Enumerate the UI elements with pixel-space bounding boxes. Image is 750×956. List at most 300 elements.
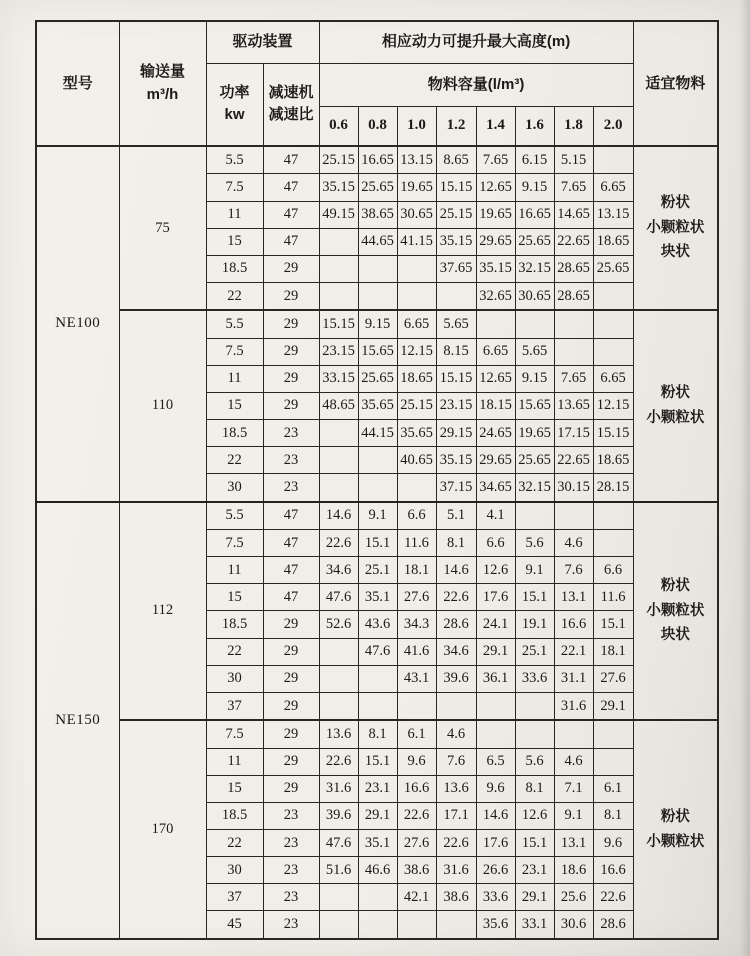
height-value-cell: 4.6 [554, 748, 593, 775]
power-cell: 30 [206, 857, 263, 884]
height-value-cell: 6.1 [397, 720, 436, 748]
material-line: 小颗粒状 [646, 602, 705, 619]
height-value-cell: 29.1 [515, 884, 554, 911]
height-value-cell [319, 911, 358, 939]
power-header-line1: 功率 [219, 83, 250, 101]
power-cell: 15 [206, 392, 263, 419]
height-value-cell: 32.15 [515, 474, 554, 502]
height-value-cell [319, 420, 358, 447]
height-value-cell: 9.15 [515, 365, 554, 392]
ratio-cell: 29 [263, 775, 319, 802]
ratio-cell: 29 [263, 310, 319, 338]
height-value-cell: 6.65 [593, 365, 633, 392]
height-value-cell: 12.65 [476, 365, 515, 392]
height-value-cell: 11.6 [593, 584, 633, 611]
height-value-cell: 8.15 [436, 338, 476, 365]
height-value-cell: 15.15 [436, 365, 476, 392]
height-value-cell: 35.1 [358, 584, 397, 611]
height-value-cell: 15.1 [358, 530, 397, 557]
ratio-cell: 47 [263, 557, 319, 584]
height-value-cell: 18.65 [593, 447, 633, 474]
height-value-cell: 30.15 [554, 474, 593, 502]
height-value-cell [319, 638, 358, 665]
power-cell: 22 [206, 282, 263, 310]
height-value-cell: 23.15 [319, 338, 358, 365]
height-value-cell: 25.65 [515, 228, 554, 255]
height-value-cell: 25.1 [515, 638, 554, 665]
height-value-cell [554, 720, 593, 748]
height-value-cell: 38.65 [358, 201, 397, 228]
height-value-cell: 35.6 [476, 911, 515, 939]
height-value-cell: 49.15 [319, 201, 358, 228]
height-value-cell [515, 720, 554, 748]
col-header-drive: 驱动装置 [206, 21, 319, 63]
height-value-cell: 34.3 [397, 611, 436, 638]
height-value-cell: 6.6 [593, 557, 633, 584]
height-value-cell: 25.15 [397, 392, 436, 419]
height-value-cell: 25.1 [358, 557, 397, 584]
model-cell: NE100 [36, 146, 119, 502]
volume-col-header: 2.0 [593, 106, 633, 146]
height-value-cell [515, 502, 554, 530]
height-value-cell: 47.6 [319, 584, 358, 611]
height-value-cell: 26.6 [476, 857, 515, 884]
height-value-cell [436, 911, 476, 939]
ratio-cell: 23 [263, 884, 319, 911]
height-value-cell: 15.1 [593, 611, 633, 638]
height-value-cell: 18.65 [397, 365, 436, 392]
height-value-cell [436, 282, 476, 310]
height-value-cell [358, 884, 397, 911]
height-value-cell [554, 310, 593, 338]
power-cell: 7.5 [206, 530, 263, 557]
col-header-material: 适宜物料 [633, 21, 718, 146]
height-value-cell: 15.1 [515, 584, 554, 611]
height-value-cell: 30.6 [554, 911, 593, 939]
height-value-cell [593, 282, 633, 310]
height-value-cell: 4.6 [436, 720, 476, 748]
height-value-cell: 29.65 [476, 447, 515, 474]
height-value-cell: 15.1 [358, 748, 397, 775]
height-value-cell: 28.6 [436, 611, 476, 638]
height-value-cell: 7.6 [554, 557, 593, 584]
material-cell [633, 310, 718, 501]
height-value-cell: 24.65 [476, 420, 515, 447]
height-value-cell [476, 310, 515, 338]
height-value-cell [319, 665, 358, 692]
height-value-cell: 15.65 [515, 392, 554, 419]
height-value-cell: 30.65 [515, 282, 554, 310]
volume-col-header: 1.8 [554, 106, 593, 146]
height-value-cell: 6.6 [397, 502, 436, 530]
height-value-cell [593, 146, 633, 174]
volume-col-header: 1.2 [436, 106, 476, 146]
height-value-cell: 39.6 [436, 665, 476, 692]
height-value-cell: 22.65 [554, 447, 593, 474]
height-value-cell [358, 474, 397, 502]
height-value-cell [476, 720, 515, 748]
height-value-cell: 22.6 [319, 748, 358, 775]
height-value-cell: 25.15 [436, 201, 476, 228]
height-value-cell: 41.15 [397, 228, 436, 255]
height-value-cell: 18.1 [397, 557, 436, 584]
height-value-cell: 18.15 [476, 392, 515, 419]
volume-col-header: 1.4 [476, 106, 515, 146]
height-value-cell: 35.1 [358, 829, 397, 856]
material-line: 粉状 [660, 385, 690, 402]
height-value-cell: 25.65 [515, 447, 554, 474]
ratio-cell: 23 [263, 911, 319, 939]
height-value-cell: 9.6 [476, 775, 515, 802]
height-value-cell [319, 255, 358, 282]
height-value-cell: 8.1 [436, 530, 476, 557]
height-value-cell: 33.15 [319, 365, 358, 392]
height-value-cell: 7.65 [554, 174, 593, 201]
ratio-cell: 29 [263, 638, 319, 665]
height-value-cell: 34.6 [436, 638, 476, 665]
height-value-cell: 6.6 [476, 530, 515, 557]
height-value-cell [358, 447, 397, 474]
height-value-cell [397, 282, 436, 310]
table-row [36, 146, 718, 174]
height-value-cell [593, 310, 633, 338]
height-value-cell: 17.15 [554, 420, 593, 447]
height-value-cell: 38.6 [436, 884, 476, 911]
height-value-cell: 52.6 [319, 611, 358, 638]
height-value-cell: 6.1 [593, 775, 633, 802]
height-value-cell: 43.6 [358, 611, 397, 638]
ratio-cell: 23 [263, 829, 319, 856]
height-value-cell: 44.15 [358, 420, 397, 447]
material-cell [633, 720, 718, 939]
height-value-cell: 13.6 [436, 775, 476, 802]
height-value-cell: 25.6 [554, 884, 593, 911]
height-value-cell: 51.6 [319, 857, 358, 884]
ratio-cell: 23 [263, 802, 319, 829]
col-header-capacity [119, 21, 206, 146]
height-value-cell: 35.15 [319, 174, 358, 201]
height-value-cell: 25.65 [593, 255, 633, 282]
height-value-cell: 9.1 [515, 557, 554, 584]
power-cell: 15 [206, 228, 263, 255]
height-value-cell: 31.6 [436, 857, 476, 884]
height-value-cell [476, 692, 515, 720]
height-value-cell: 14.6 [436, 557, 476, 584]
height-value-cell: 28.6 [593, 911, 633, 939]
height-value-cell: 9.1 [358, 502, 397, 530]
model-cell: NE150 [36, 502, 119, 939]
reducer-header-line2: 减速比 [268, 106, 314, 124]
height-value-cell: 15.15 [319, 310, 358, 338]
height-value-cell: 8.1 [358, 720, 397, 748]
power-cell: 11 [206, 201, 263, 228]
col-header-reducer [263, 63, 319, 146]
height-value-cell: 22.6 [593, 884, 633, 911]
capacity-cell: 110 [119, 310, 206, 501]
power-cell: 7.5 [206, 720, 263, 748]
material-line: 小颗粒状 [646, 409, 705, 426]
height-value-cell: 8.1 [515, 775, 554, 802]
height-value-cell: 13.15 [397, 146, 436, 174]
height-value-cell: 35.65 [397, 420, 436, 447]
height-value-cell: 27.6 [593, 665, 633, 692]
height-value-cell [515, 692, 554, 720]
height-value-cell: 28.65 [554, 282, 593, 310]
capacity-cell: 112 [119, 502, 206, 721]
height-value-cell: 4.1 [476, 502, 515, 530]
material-line: 粉状 [660, 577, 690, 594]
power-cell: 11 [206, 748, 263, 775]
height-value-cell: 23.15 [436, 392, 476, 419]
height-value-cell: 23.1 [515, 857, 554, 884]
height-value-cell: 9.15 [358, 310, 397, 338]
ratio-cell: 23 [263, 474, 319, 502]
height-value-cell: 11.6 [397, 530, 436, 557]
table-row [36, 502, 718, 530]
height-value-cell: 22.65 [554, 228, 593, 255]
power-cell: 37 [206, 692, 263, 720]
height-value-cell: 12.65 [476, 174, 515, 201]
ratio-cell: 23 [263, 857, 319, 884]
height-value-cell: 27.6 [397, 584, 436, 611]
col-header-volume-title: 物料容量(l/m³) [319, 63, 633, 106]
volume-col-header: 0.6 [319, 106, 358, 146]
height-value-cell [397, 474, 436, 502]
power-header-line2: kw [224, 106, 245, 124]
power-cell: 30 [206, 665, 263, 692]
height-value-cell: 22.6 [436, 584, 476, 611]
height-value-cell: 31.6 [554, 692, 593, 720]
ratio-cell: 29 [263, 282, 319, 310]
power-cell: 18.5 [206, 802, 263, 829]
material-line: 块状 [660, 627, 690, 644]
height-value-cell [319, 884, 358, 911]
height-value-cell: 24.1 [476, 611, 515, 638]
table-row [36, 720, 718, 748]
material-cell [633, 502, 718, 721]
height-value-cell: 19.65 [397, 174, 436, 201]
height-value-cell: 8.1 [593, 802, 633, 829]
height-value-cell: 43.1 [397, 665, 436, 692]
height-value-cell: 13.1 [554, 584, 593, 611]
height-value-cell: 29.1 [476, 638, 515, 665]
height-value-cell: 34.6 [319, 557, 358, 584]
height-value-cell: 32.15 [515, 255, 554, 282]
col-header-max-height: 相应动力可提升最大高度(m) [319, 21, 633, 63]
height-value-cell [358, 665, 397, 692]
height-value-cell: 17.1 [436, 802, 476, 829]
height-value-cell: 23.1 [358, 775, 397, 802]
material-cell [633, 146, 718, 310]
height-value-cell: 41.6 [397, 638, 436, 665]
height-value-cell: 28.65 [554, 255, 593, 282]
height-value-cell: 37.15 [436, 474, 476, 502]
height-value-cell: 35.15 [436, 228, 476, 255]
height-value-cell: 18.65 [593, 228, 633, 255]
height-value-cell: 13.15 [593, 201, 633, 228]
capacity-cell: 170 [119, 720, 206, 939]
height-value-cell [397, 911, 436, 939]
height-value-cell: 25.15 [319, 146, 358, 174]
height-value-cell: 15.15 [436, 174, 476, 201]
height-value-cell: 6.65 [397, 310, 436, 338]
height-value-cell [593, 530, 633, 557]
height-value-cell: 27.6 [397, 829, 436, 856]
height-value-cell: 47.6 [319, 829, 358, 856]
height-value-cell: 34.65 [476, 474, 515, 502]
ratio-cell: 29 [263, 665, 319, 692]
height-value-cell: 16.6 [593, 857, 633, 884]
height-value-cell: 12.15 [397, 338, 436, 365]
power-cell: 22 [206, 829, 263, 856]
height-value-cell: 9.6 [397, 748, 436, 775]
height-value-cell: 9.6 [593, 829, 633, 856]
height-value-cell: 9.15 [515, 174, 554, 201]
height-value-cell [436, 692, 476, 720]
power-cell: 15 [206, 584, 263, 611]
height-value-cell: 6.65 [476, 338, 515, 365]
height-value-cell: 13.6 [319, 720, 358, 748]
height-value-cell: 22.6 [319, 530, 358, 557]
table-row [36, 310, 718, 338]
height-value-cell [554, 502, 593, 530]
height-value-cell: 16.6 [554, 611, 593, 638]
height-value-cell: 47.6 [358, 638, 397, 665]
ratio-cell: 47 [263, 584, 319, 611]
power-cell: 18.5 [206, 611, 263, 638]
height-value-cell: 29.65 [476, 228, 515, 255]
ratio-cell: 47 [263, 502, 319, 530]
height-value-cell [515, 310, 554, 338]
height-value-cell: 25.65 [358, 174, 397, 201]
height-value-cell: 15.1 [515, 829, 554, 856]
volume-col-header: 1.0 [397, 106, 436, 146]
ratio-cell: 47 [263, 146, 319, 174]
height-value-cell: 6.15 [515, 146, 554, 174]
height-value-cell: 16.65 [358, 146, 397, 174]
material-line: 粉状 [660, 195, 690, 212]
height-value-cell: 14.6 [319, 502, 358, 530]
height-value-cell: 35.15 [476, 255, 515, 282]
height-value-cell: 7.65 [476, 146, 515, 174]
height-value-cell: 19.65 [515, 420, 554, 447]
ratio-cell: 47 [263, 530, 319, 557]
power-cell: 18.5 [206, 420, 263, 447]
height-value-cell: 33.1 [515, 911, 554, 939]
height-value-cell: 22.1 [554, 638, 593, 665]
capacity-header-line2: m³/h [146, 85, 179, 103]
col-header-power [206, 63, 263, 146]
height-value-cell: 25.65 [358, 365, 397, 392]
height-value-cell: 32.65 [476, 282, 515, 310]
height-value-cell: 35.65 [358, 392, 397, 419]
height-value-cell: 7.6 [436, 748, 476, 775]
height-value-cell: 6.5 [476, 748, 515, 775]
power-cell: 18.5 [206, 255, 263, 282]
height-value-cell: 19.65 [476, 201, 515, 228]
material-line: 小颗粒状 [646, 833, 705, 850]
height-value-cell [319, 692, 358, 720]
height-value-cell: 33.6 [476, 884, 515, 911]
ratio-cell: 29 [263, 255, 319, 282]
height-value-cell: 36.1 [476, 665, 515, 692]
height-value-cell: 31.1 [554, 665, 593, 692]
height-value-cell: 31.6 [319, 775, 358, 802]
height-value-cell: 8.65 [436, 146, 476, 174]
capacity-header-line1: 输送量 [139, 63, 185, 80]
power-cell: 7.5 [206, 338, 263, 365]
height-value-cell: 17.6 [476, 584, 515, 611]
height-value-cell: 39.6 [319, 802, 358, 829]
power-cell: 15 [206, 775, 263, 802]
height-value-cell [319, 282, 358, 310]
ratio-cell: 29 [263, 748, 319, 775]
height-value-cell [593, 338, 633, 365]
height-value-cell: 44.65 [358, 228, 397, 255]
height-value-cell: 16.6 [397, 775, 436, 802]
power-cell: 22 [206, 447, 263, 474]
ratio-cell: 29 [263, 611, 319, 638]
height-value-cell: 5.65 [436, 310, 476, 338]
height-value-cell: 29.1 [593, 692, 633, 720]
height-value-cell: 33.6 [515, 665, 554, 692]
height-value-cell: 9.1 [554, 802, 593, 829]
spec-table [35, 20, 719, 940]
ratio-cell: 29 [263, 720, 319, 748]
height-value-cell: 14.6 [476, 802, 515, 829]
ratio-cell: 23 [263, 447, 319, 474]
ratio-cell: 29 [263, 365, 319, 392]
height-value-cell: 5.1 [436, 502, 476, 530]
height-value-cell: 4.6 [554, 530, 593, 557]
height-value-cell: 14.65 [554, 201, 593, 228]
ratio-cell: 29 [263, 392, 319, 419]
height-value-cell [397, 255, 436, 282]
height-value-cell: 5.6 [515, 530, 554, 557]
material-line: 块状 [660, 244, 690, 261]
height-value-cell: 22.6 [397, 802, 436, 829]
height-value-cell: 12.6 [515, 802, 554, 829]
height-value-cell: 22.6 [436, 829, 476, 856]
height-value-cell: 5.65 [515, 338, 554, 365]
height-value-cell [593, 502, 633, 530]
power-cell: 37 [206, 884, 263, 911]
height-value-cell: 18.1 [593, 638, 633, 665]
reducer-header-line1: 减速机 [268, 83, 314, 101]
power-cell: 22 [206, 638, 263, 665]
height-value-cell: 5.6 [515, 748, 554, 775]
ratio-cell: 23 [263, 420, 319, 447]
height-value-cell: 37.65 [436, 255, 476, 282]
height-value-cell: 13.65 [554, 392, 593, 419]
capacity-cell: 75 [119, 146, 206, 310]
height-value-cell: 7.65 [554, 365, 593, 392]
volume-col-header: 0.8 [358, 106, 397, 146]
ratio-cell: 47 [263, 228, 319, 255]
height-value-cell: 12.15 [593, 392, 633, 419]
col-header-model: 型号 [36, 21, 119, 146]
volume-col-header: 1.6 [515, 106, 554, 146]
height-value-cell: 12.6 [476, 557, 515, 584]
height-value-cell: 7.1 [554, 775, 593, 802]
height-value-cell: 38.6 [397, 857, 436, 884]
height-value-cell [554, 338, 593, 365]
ratio-cell: 29 [263, 338, 319, 365]
power-cell: 11 [206, 365, 263, 392]
height-value-cell [593, 748, 633, 775]
height-value-cell [358, 911, 397, 939]
height-value-cell: 29.1 [358, 802, 397, 829]
